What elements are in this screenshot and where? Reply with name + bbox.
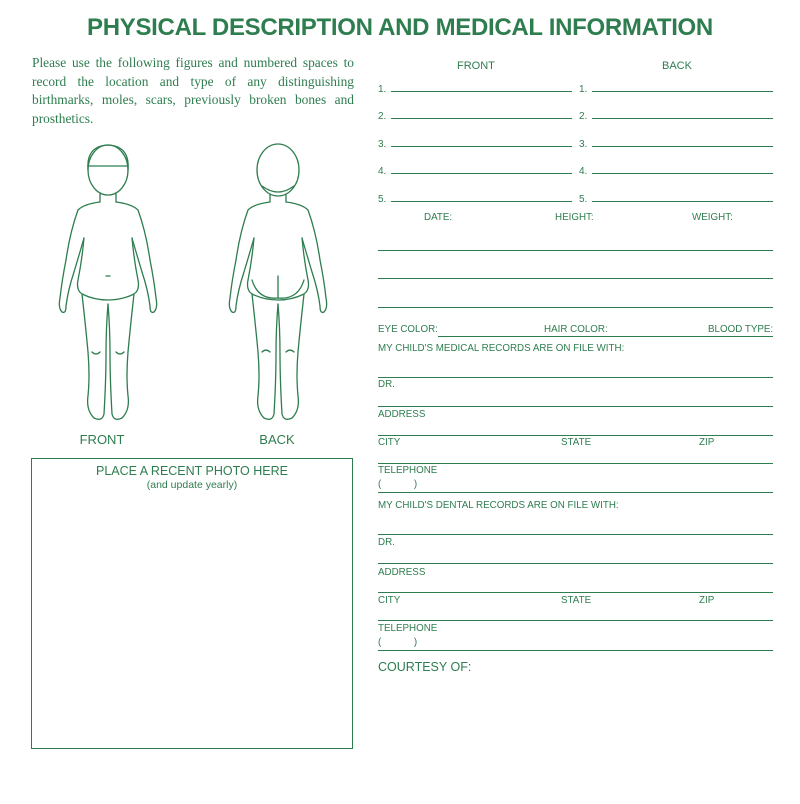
eye-color-label: EYE COLOR: — [378, 324, 438, 335]
front-mark-line-4[interactable] — [391, 173, 572, 174]
front-mark-number: 4. — [378, 166, 387, 177]
front-mark-number: 5. — [378, 194, 387, 205]
hair-color-label: HAIR COLOR: — [544, 324, 608, 335]
medical-name-line[interactable] — [378, 377, 773, 378]
courtesy-label: COURTESY OF: — [378, 660, 472, 674]
photo-box-title: PLACE A RECENT PHOTO HERE — [96, 464, 288, 478]
medical-city-line[interactable] — [378, 463, 773, 464]
medical-address-label: ADDRESS — [378, 409, 426, 420]
back-mark-number: 1. — [579, 84, 588, 95]
medical-zip-label: ZIP — [699, 437, 715, 448]
medical-city-label: CITY — [378, 437, 401, 448]
weight-label: WEIGHT: — [692, 212, 733, 223]
marks-back-header: BACK — [662, 60, 692, 72]
medical-telephone-line[interactable] — [378, 492, 773, 493]
intro-text: Please use the following figures and numbered spaces to record the location and type of any distinguishing birthmarks, moles, scars, previously broken bones and prosthetics. — [32, 55, 354, 126]
measurement-line-2[interactable] — [378, 278, 773, 279]
dental-city-label: CITY — [378, 595, 401, 606]
dental-area-code: ( ) — [378, 637, 418, 648]
medical-dr-line[interactable] — [378, 406, 773, 407]
medical-telephone-label: TELEPHONE — [378, 465, 438, 476]
front-mark-line-2[interactable] — [391, 118, 572, 119]
date-label: DATE: — [424, 212, 453, 223]
measurement-line-3[interactable] — [378, 307, 773, 308]
blood-type-label: BLOOD TYPE: — [708, 324, 774, 335]
dental-records-heading: MY CHILD'S DENTAL RECORDS ARE ON FILE WITH: — [378, 500, 619, 511]
medical-area-code: ( ) — [378, 479, 418, 490]
back-body-figure[interactable] — [218, 140, 338, 426]
photo-box-subtitle: (and update yearly) — [146, 479, 238, 491]
marks-front-header: FRONT — [457, 60, 495, 72]
front-body-figure[interactable] — [48, 140, 168, 426]
photo-placeholder-box[interactable] — [31, 458, 353, 749]
dental-state-label: STATE — [561, 595, 592, 606]
back-figure-label: BACK — [259, 432, 295, 447]
medical-address-line[interactable] — [378, 435, 773, 436]
back-mark-number: 5. — [579, 194, 588, 205]
measurement-line-1[interactable] — [378, 250, 773, 251]
front-mark-number: 3. — [378, 139, 387, 150]
dental-address-line[interactable] — [378, 592, 773, 593]
traits-line[interactable] — [438, 336, 773, 337]
medical-dr-label: DR. — [378, 379, 395, 390]
back-mark-line-2[interactable] — [592, 118, 773, 119]
front-mark-number: 2. — [378, 111, 387, 122]
dental-dr-label: DR. — [378, 537, 395, 548]
dental-telephone-label: TELEPHONE — [378, 623, 438, 634]
page-title: PHYSICAL DESCRIPTION AND MEDICAL INFORMATION — [87, 14, 713, 41]
dental-name-line[interactable] — [378, 534, 773, 535]
back-mark-line-4[interactable] — [592, 173, 773, 174]
dental-zip-label: ZIP — [699, 595, 715, 606]
back-mark-number: 3. — [579, 139, 588, 150]
height-label: HEIGHT: — [555, 212, 594, 223]
back-mark-line-5[interactable] — [592, 201, 773, 202]
back-mark-number: 4. — [579, 166, 588, 177]
front-mark-line-3[interactable] — [391, 146, 572, 147]
back-mark-line-1[interactable] — [592, 91, 773, 92]
dental-telephone-line[interactable] — [378, 650, 773, 651]
medical-records-heading: MY CHILD'S MEDICAL RECORDS ARE ON FILE WITH: — [378, 343, 625, 354]
front-mark-line-1[interactable] — [391, 91, 572, 92]
back-mark-number: 2. — [579, 111, 588, 122]
dental-city-line[interactable] — [378, 620, 773, 621]
back-mark-line-3[interactable] — [592, 146, 773, 147]
dental-address-label: ADDRESS — [378, 567, 426, 578]
front-mark-number: 1. — [378, 84, 387, 95]
dental-dr-line[interactable] — [378, 563, 773, 564]
front-mark-line-5[interactable] — [391, 201, 572, 202]
front-figure-label: FRONT — [79, 432, 125, 447]
medical-state-label: STATE — [561, 437, 592, 448]
